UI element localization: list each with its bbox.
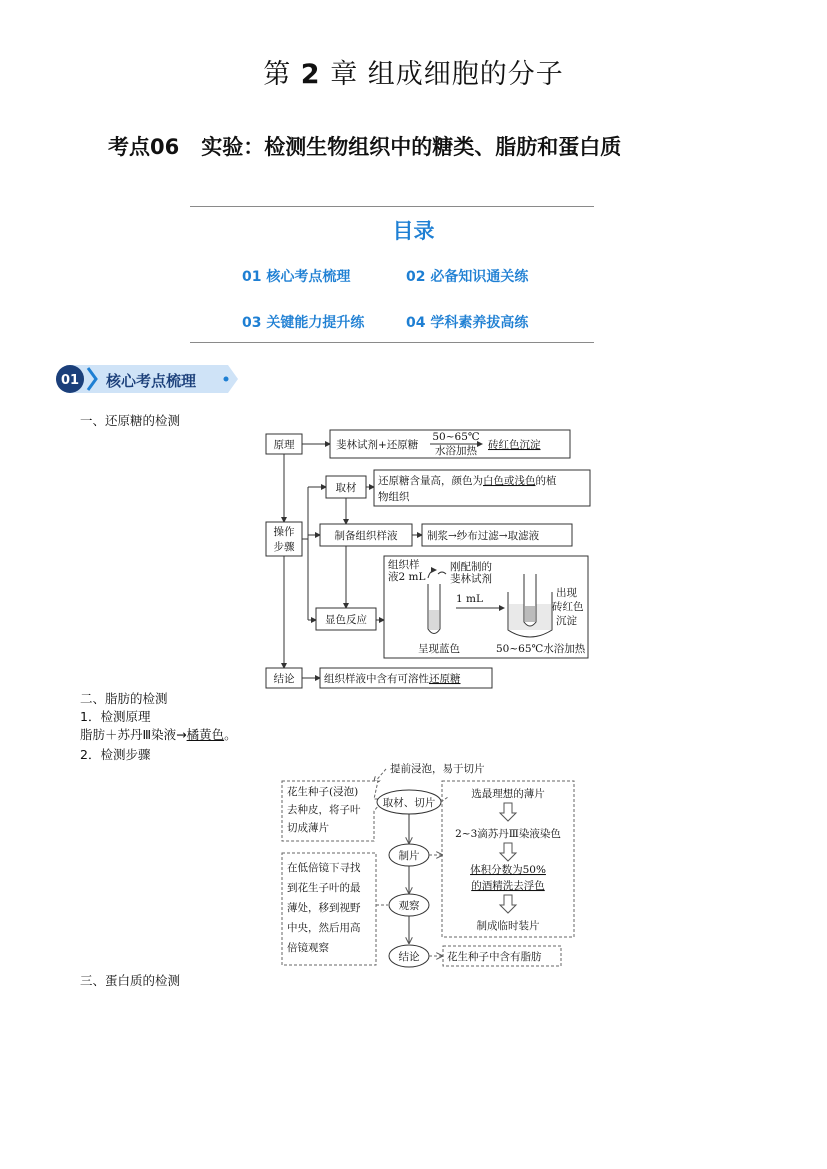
prepare-label: 制备组织样液 [334,530,398,542]
right-step4: 的酒精洗去浮色 [471,880,545,892]
section2-sub2: 2．检测步骤 [80,747,151,762]
fat-conclusion: 花生种子中含有脂肪 [447,951,542,963]
section3-heading: 三、蛋白质的检测 [80,973,181,988]
left-note2-line5: 倍镜观察 [287,942,329,954]
toc-item-3[interactable]: 03 关键能力提升练 [242,315,365,331]
step-slide: 制片 [398,850,420,862]
dot-icon [224,377,229,382]
banner-number: 01 [60,373,80,388]
topic-title: 实验：检测生物组织中的糖类、脂肪和蛋白质 [201,135,622,159]
fat-principle-result: 橘黄色 [186,727,225,742]
topic-heading [108,131,621,161]
appear-line3: 沉淀 [556,615,577,627]
step-material: 取材、切片 [382,797,436,809]
step-observe: 观察 [398,900,420,912]
left-note2-line3: 薄处，移到视野 [287,902,361,914]
left-note1-line2: 去种皮，将子叶 [287,804,361,816]
left-note1-line3: 切成薄片 [287,822,329,834]
toc-item-4[interactable]: 04 学科素养拔高练 [406,315,529,331]
appear-line1: 出现 [556,587,577,599]
section1-heading: 一、还原糖的检测 [80,413,181,428]
left-note1-line1: 花生种子(浸泡) [287,786,359,798]
right-step1: 选最理想的薄片 [471,788,545,800]
condition-top: 50~65℃ [432,431,480,443]
section2-heading: 二、脂肪的检测 [80,691,168,706]
steps-line1: 操作 [273,526,295,538]
fresh-reagent-line3: 1 mL [456,593,483,605]
right-step5: 制成临时装片 [476,920,540,932]
result-text: 砖红色沉淀 [488,439,541,451]
toc-item-2[interactable]: 02 必备知识通关练 [406,269,529,285]
blue-label: 呈现蓝色 [418,643,460,655]
fat-principle-text: 脂肪＋苏丹Ⅲ染液→ [80,727,187,742]
left-note2-line1: 在低倍镜下寻找 [287,862,361,874]
reducing-sugar-diagram [260,424,594,690]
material-desc-line1: 还原糖含量高，颜色为白色或浅色的植 [378,475,557,487]
soak-note: 提前浸泡，易于切片 [390,763,485,775]
fat-principle-end: 。 [224,727,237,742]
condition-bottom: 水浴加热 [435,445,477,457]
fat-detection-diagram [278,757,578,971]
right-step2: 2~3滴苏丹Ⅲ染液染色 [455,828,561,840]
fresh-reagent-line2: 斐林试剂 [450,573,492,585]
heat-label: 50~65℃水浴加热 [496,643,586,655]
toc-top-rule [190,206,594,207]
left-note2-line4: 中央，然后用高 [287,922,361,934]
appear-line2: 砖红色 [552,601,584,613]
toc-title: 目录 [392,219,435,243]
step-conclusion: 结论 [398,951,420,963]
steps-line2: 步骤 [273,541,295,553]
sample-line1: 组织样 [388,559,420,571]
conclusion-text: 组织样液中含有可溶性还原糖 [324,673,461,685]
fat-principle [80,725,237,743]
principle-label: 原理 [273,439,295,451]
section2-sub1: 1．检测原理 [80,709,151,724]
reagent-text: 斐林试剂+还原糖 [336,439,419,451]
right-step3: 体积分数为50% [470,864,546,876]
banner-label: 核心考点梳理 [106,372,197,390]
material-label: 取材 [335,482,357,494]
sample-line2: 液2 mL [388,571,426,583]
chapter-title: 第 2 章 组成细胞的分子 [263,59,564,90]
reaction-label: 显色反应 [325,614,367,626]
left-note2-line2: 到花生子叶的最 [287,882,361,894]
prepare-desc: 制浆→纱布过滤→取滤液 [427,530,540,542]
toc-bottom-rule [190,342,594,343]
toc-item-1[interactable]: 01 核心考点梳理 [242,269,351,285]
topic-label: 考点06 [108,135,180,159]
material-desc-line2: 物组织 [378,491,410,503]
conclusion-label: 结论 [273,673,295,685]
fresh-reagent-line1: 刚配制的 [450,561,492,573]
